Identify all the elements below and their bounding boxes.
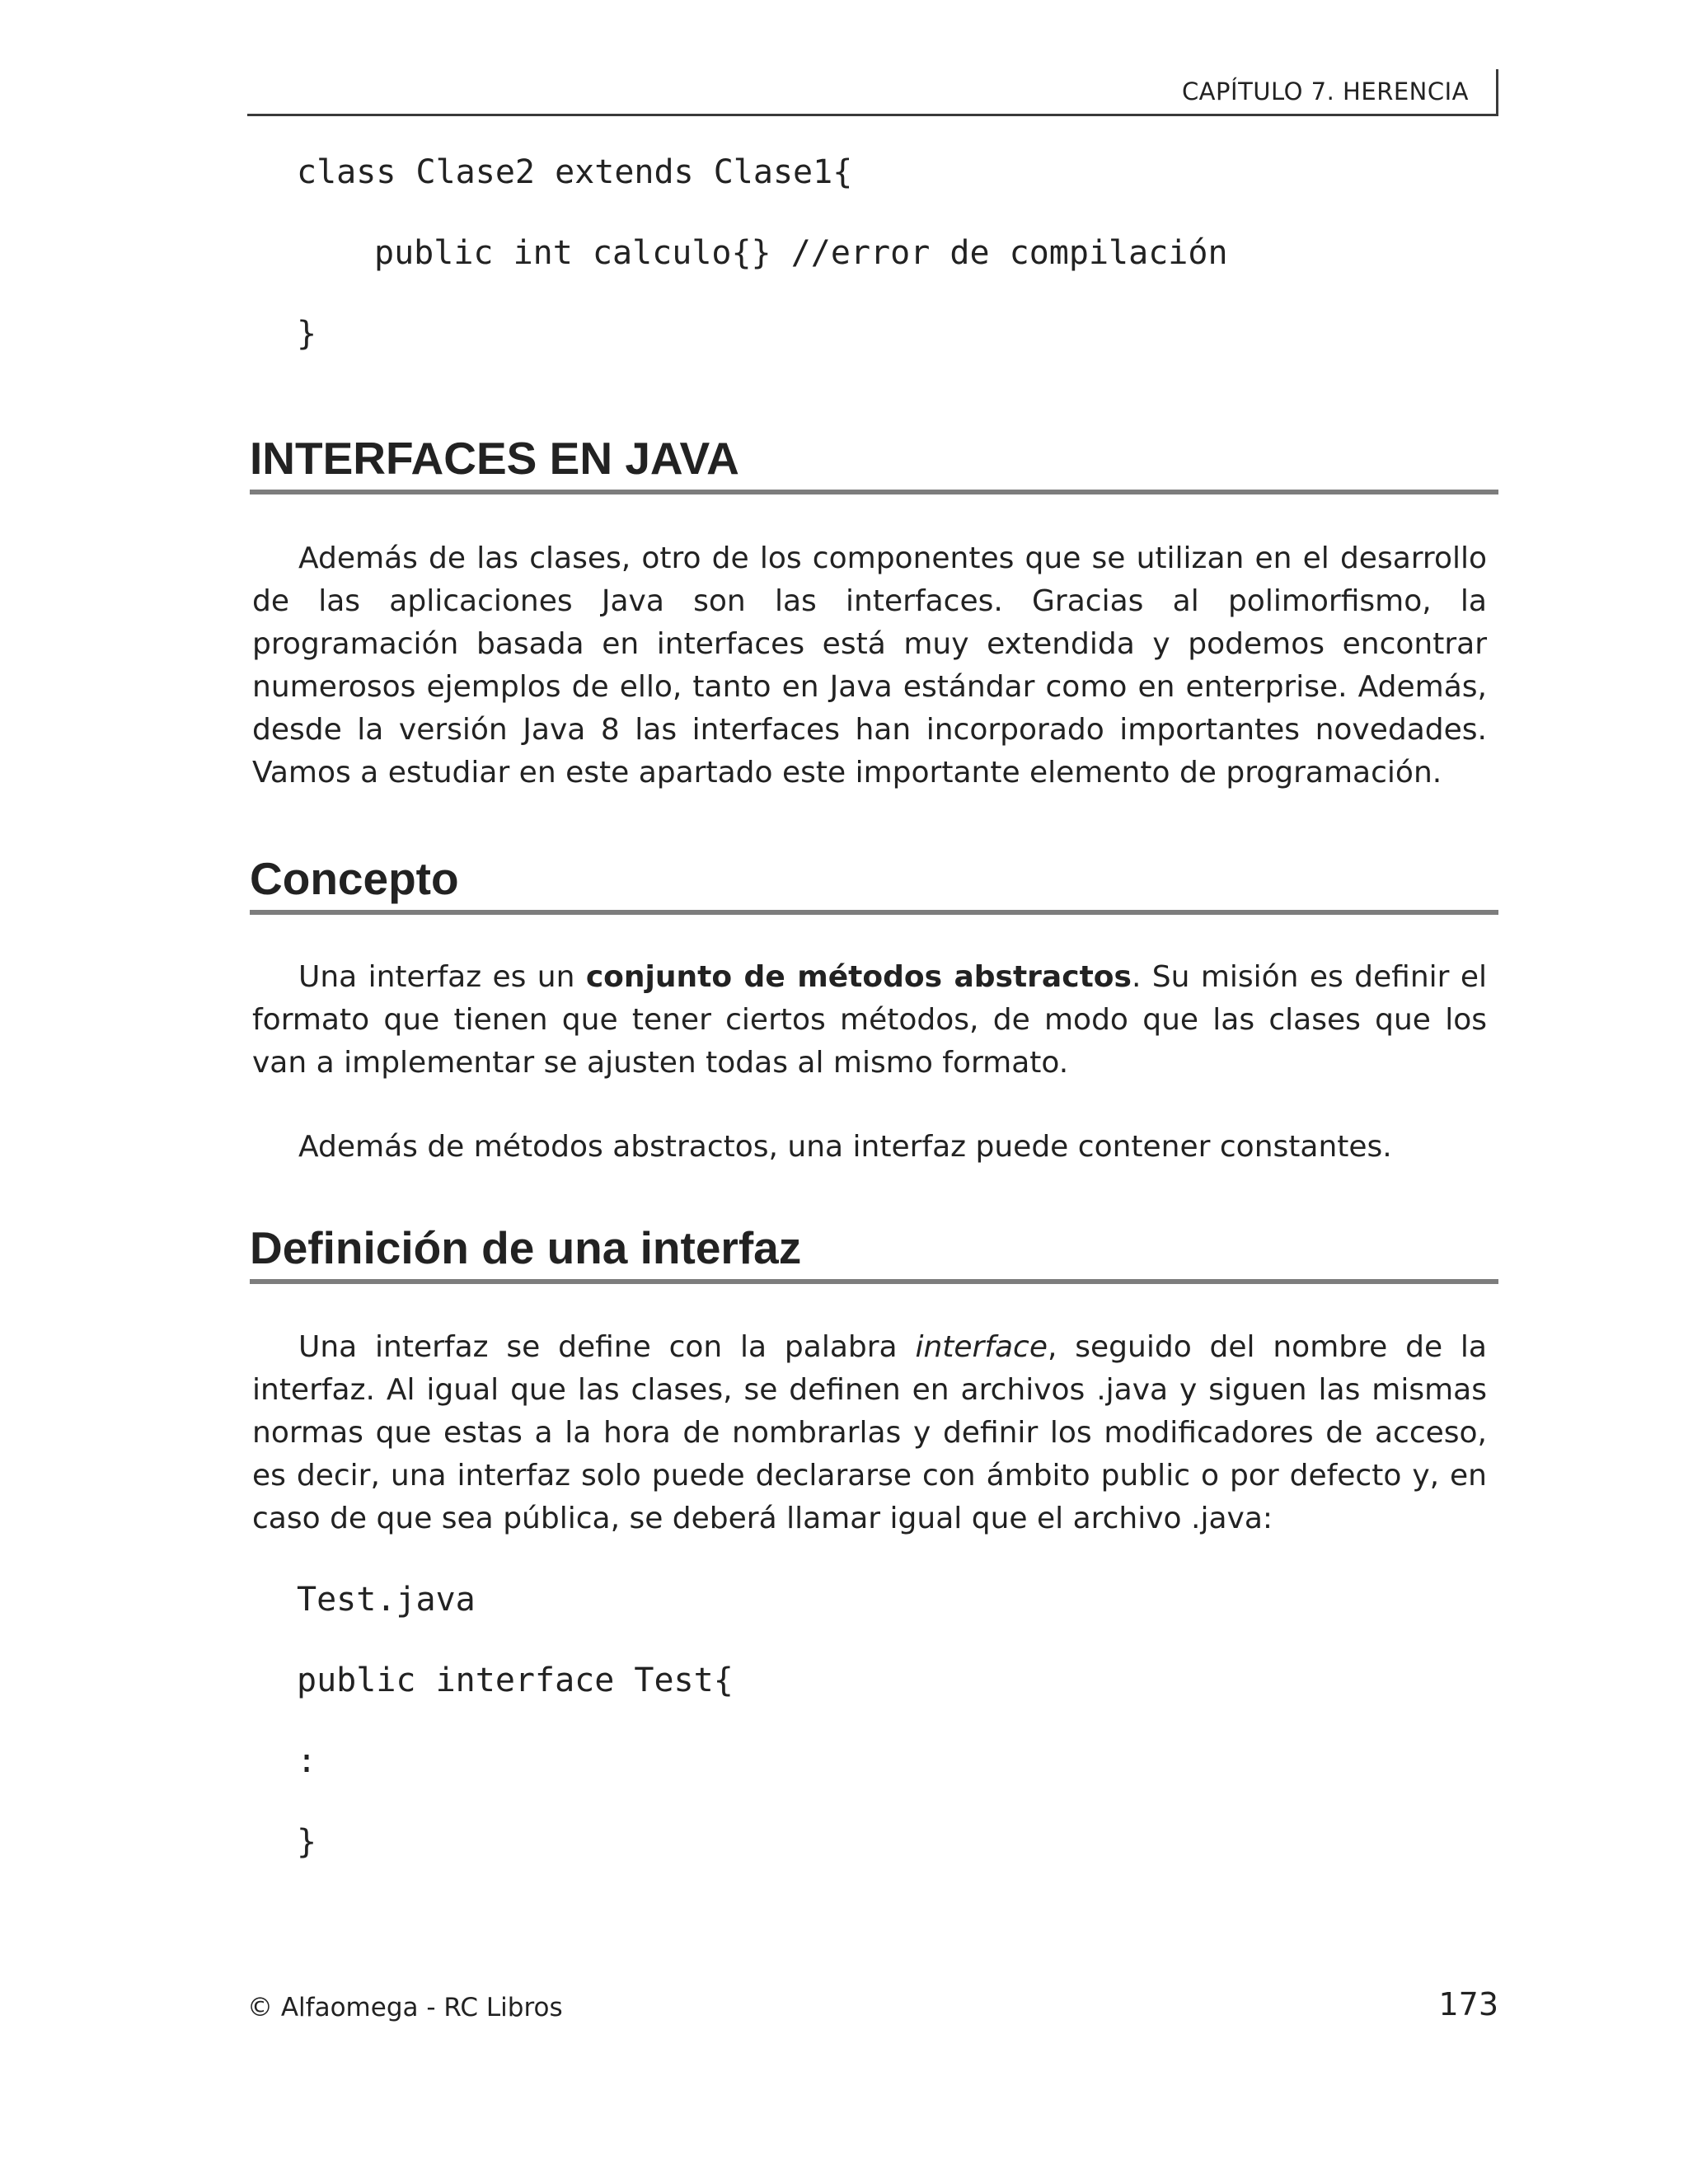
section-heading-interfaces: INTERFACES EN JAVA [250,432,1498,494]
header-vertical-rule [1496,69,1498,114]
paragraph-interfaces-intro: Además de las clases, otro de los componentes que se utilizan en el desarrollo de las aplicaciones Java son las interfaces. Gracias al polimorfismo, la programación basada en interfaces está muy extendida y podemos encontrar numerosos ejemplos de ello, tanto en Java estándar como en enterprise. Además, desde la versión Java 8 las interfaces han incorporado importantes novedades. Vamos a estudiar en este apartado este importante elemento de programación. [252,541,1487,790]
concepto-text-start: Una interfaz es un [298,960,586,994]
page-number: 173 [1438,1986,1498,2022]
paragraph-concepto-1 [252,956,1487,1085]
section-heading-definicion: Definición de una interfaz [250,1221,1498,1284]
concepto-text-end: . Su misión es definir el formato que tienen que tener ciertos métodos, de modo que las clases que los van a implementar se ajusten todas al mismo formato. [252,960,1487,1080]
definicion-italic-keyword: interface [915,1330,1048,1364]
paragraph-definicion [252,1326,1487,1540]
code-line: public interface Test{ [297,1661,734,1699]
code-line: : [297,1742,317,1780]
definicion-text-start: Una interfaz se define con la palabra [298,1330,916,1364]
code-line: } [297,1823,317,1861]
footer-copyright: © Alfaomega - RC Libros [247,1993,563,2022]
chapter-title: CAPÍTULO 7. HERENCIA [1181,77,1469,105]
code-line: } [297,315,317,353]
definicion-text-end: , seguido del nombre de la interfaz. Al igual que las clases, se definen en archivos .java y siguen las mismas normas que estas a la hora de nombrarlas y definir los modificadores de acceso, es decir, una interfaz solo puede declararse con ámbito public o por defecto y, en caso de que sea pública, se deberá llamar igual que el archivo .java: [252,1330,1487,1535]
paragraph-concepto-2: Además de métodos abstractos, una interfaz puede contener constantes. [298,1130,1392,1164]
code-line: Test.java [297,1581,476,1619]
section-heading-concepto: Concepto [250,852,1498,915]
running-header [247,69,1498,116]
code-line: public int calculo{} //error de compilación [374,234,1228,272]
code-line: class Clase2 extends Clase1{ [297,153,853,191]
concepto-bold-term: conjunto de métodos abstractos [585,960,1132,994]
